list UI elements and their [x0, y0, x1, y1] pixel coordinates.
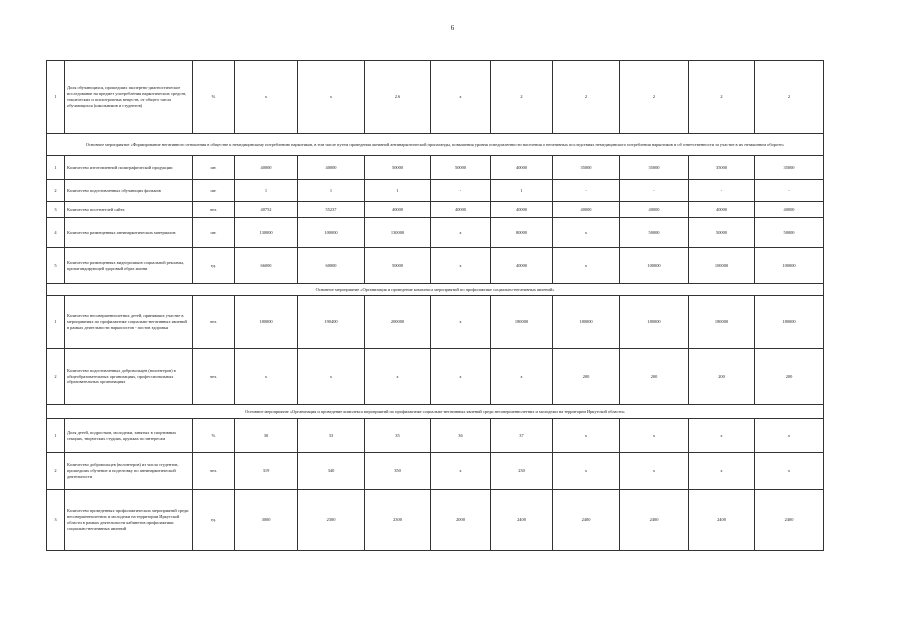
value-cell: 230	[491, 453, 553, 490]
value-cell: 180000	[235, 296, 298, 349]
value-cell: 2400	[755, 490, 824, 551]
value-cell: 30	[235, 419, 298, 453]
section-row	[47, 405, 824, 419]
value-cell: 40000	[235, 156, 298, 180]
unit: ед.	[193, 490, 235, 551]
table-row	[47, 248, 824, 284]
value-cell: 100000	[620, 248, 689, 284]
value-cell: 35000	[553, 156, 620, 180]
value-cell: 40000	[365, 202, 431, 218]
value-cell: 200	[620, 349, 689, 405]
value-cell: 50000	[689, 218, 755, 248]
value-cell: 2300	[298, 490, 365, 551]
table-row	[47, 156, 824, 180]
value-cell: 40000	[491, 156, 553, 180]
value-cell: 2400	[553, 490, 620, 551]
value-cell: -	[431, 180, 491, 202]
value-cell: 200	[553, 349, 620, 405]
unit: ед.	[193, 248, 235, 284]
value-cell: 180000	[553, 296, 620, 349]
value-cell: -	[755, 180, 824, 202]
row-number: 1	[47, 296, 65, 349]
value-cell: 40000	[491, 248, 553, 284]
row-number: 3	[47, 490, 65, 551]
value-cell: 100000	[755, 248, 824, 284]
value-cell: 1	[365, 180, 431, 202]
value-cell: 2000	[431, 490, 491, 551]
unit: шт.	[193, 180, 235, 202]
indicator-name: Количество посетителей сайта	[65, 202, 193, 218]
indicator-name: Количество изготовленной полиграфической продукции	[65, 156, 193, 180]
indicator-name: Количество подготовленных добровольцев (волонтеров) в общеобразовательных организациях, профессиональных образовательных организациях	[65, 349, 193, 405]
unit: чел.	[193, 349, 235, 405]
value-cell: х	[755, 453, 824, 490]
value-cell: 35000	[755, 156, 824, 180]
value-cell: х	[431, 248, 491, 284]
value-cell: х	[689, 453, 755, 490]
indicator-name: Доля обучающихся, прошедших экспертно-диагностическое исследование на предмет употребления наркотических средств, токсических и психотропных веществ, от общего числа обучающихся (школьников и студентов)	[65, 61, 193, 134]
table-row	[47, 453, 824, 490]
value-cell: 2	[491, 61, 553, 134]
value-cell: 130000	[235, 218, 298, 248]
value-cell: 40000	[755, 202, 824, 218]
value-cell: -	[553, 180, 620, 202]
value-cell: 40000	[553, 202, 620, 218]
section-heading: Основное мероприятие «Организация и проведение комплекса мероприятий по профилактике социально-негативных явлений»	[47, 284, 824, 296]
value-cell: 35	[365, 419, 431, 453]
table-row	[47, 218, 824, 248]
value-cell: х	[620, 419, 689, 453]
value-cell: х	[689, 419, 755, 453]
value-cell: 2400	[620, 490, 689, 551]
value-cell: 35000	[620, 156, 689, 180]
value-cell: 180000	[491, 296, 553, 349]
unit: %	[193, 61, 235, 134]
table-row	[47, 202, 824, 218]
table-row	[47, 490, 824, 551]
value-cell: 40000	[298, 156, 365, 180]
value-cell: х	[553, 419, 620, 453]
value-cell: 40000	[620, 202, 689, 218]
value-cell: 35000	[689, 156, 755, 180]
value-cell: 200	[689, 349, 755, 405]
value-cell: 2400	[689, 490, 755, 551]
value-cell: 2.6	[365, 61, 431, 134]
value-cell: 40752	[235, 202, 298, 218]
value-cell: 1	[298, 180, 365, 202]
value-cell: 36	[431, 419, 491, 453]
indicator-name: Доля детей, подростков, молодежи, занятых в спортивных секциях, творческих студиях, кружках по интересам	[65, 419, 193, 453]
row-number: 5	[47, 248, 65, 284]
unit: шт.	[193, 156, 235, 180]
value-cell: 40000	[491, 202, 553, 218]
value-cell: 3000	[235, 490, 298, 551]
value-cell: х	[365, 349, 431, 405]
value-cell: х	[553, 453, 620, 490]
indicator-name: Количество размещенных антинаркотических материалов	[65, 218, 193, 248]
value-cell: 66000	[235, 248, 298, 284]
value-cell: х	[553, 248, 620, 284]
value-cell: 55237	[298, 202, 365, 218]
value-cell: х	[298, 61, 365, 134]
value-cell: х	[431, 453, 491, 490]
value-cell: 37	[491, 419, 553, 453]
value-cell: 40000	[689, 202, 755, 218]
value-cell: х	[298, 349, 365, 405]
value-cell: 40000	[431, 202, 491, 218]
value-cell: 2	[755, 61, 824, 134]
value-cell: х	[431, 218, 491, 248]
row-number: 2	[47, 453, 65, 490]
value-cell: 2400	[491, 490, 553, 551]
value-cell: 180000	[689, 296, 755, 349]
table-row	[47, 180, 824, 202]
value-cell: х	[235, 349, 298, 405]
value-cell: 340	[298, 453, 365, 490]
section-row	[47, 134, 824, 156]
unit: %	[193, 419, 235, 453]
value-cell: 180000	[755, 296, 824, 349]
row-number: 4	[47, 218, 65, 248]
unit: шт.	[193, 218, 235, 248]
indicator-name: Количество несовершеннолетних детей, принявших участие в мероприятиях по профилактике социально-негативных явлений в рамках деятельности наркопостов - постов здоровья	[65, 296, 193, 349]
value-cell: 50000	[365, 248, 431, 284]
table-row	[47, 61, 824, 134]
value-cell: 2	[689, 61, 755, 134]
indicator-name: Количество проведенных профилактических мероприятий среди несовершеннолетних и молодежи на территории Иркутской области в рамках деятельности кабинетов профилактики социально-негативных явлений	[65, 490, 193, 551]
value-cell: х	[755, 419, 824, 453]
value-cell: х	[431, 296, 491, 349]
page-number: 6	[450, 24, 455, 32]
value-cell: 60000	[298, 248, 365, 284]
value-cell: 200	[755, 349, 824, 405]
value-cell: х	[431, 349, 491, 405]
unit: чел.	[193, 453, 235, 490]
row-number: 1	[47, 156, 65, 180]
indicator-name: Количество размещенных видеороликов социальной рекламы, пропагандирующей здоровый образ жизни	[65, 248, 193, 284]
value-cell: 1	[235, 180, 298, 202]
value-cell: 2	[620, 61, 689, 134]
value-cell: 200000	[365, 296, 431, 349]
value-cell: х	[553, 218, 620, 248]
value-cell: 100000	[298, 218, 365, 248]
row-number: 1	[47, 61, 65, 134]
value-cell: -	[689, 180, 755, 202]
indicator-name: Количество подготовленных обучающих фильмов	[65, 180, 193, 202]
value-cell: 2300	[365, 490, 431, 551]
value-cell: 33	[298, 419, 365, 453]
value-cell: 100000	[689, 248, 755, 284]
section-row	[47, 284, 824, 296]
table-row	[47, 349, 824, 405]
row-number: 2	[47, 349, 65, 405]
value-cell: 50000	[431, 156, 491, 180]
unit: чел.	[193, 296, 235, 349]
value-cell: 130000	[365, 218, 431, 248]
table-row	[47, 296, 824, 349]
row-number: 3	[47, 202, 65, 218]
indicators-table	[46, 60, 824, 551]
row-number: 2	[47, 180, 65, 202]
indicator-name: Количество добровольцев (волонтеров) из числа студентов, прошедших обучение и подготовку по антинаркотической деятельности	[65, 453, 193, 490]
row-number: 1	[47, 419, 65, 453]
value-cell: 319	[235, 453, 298, 490]
section-heading: Основное мероприятие «Организация и проведение комплекса мероприятий по профилактике социально-негативных явлений среди несовершеннолетних и молодежи на территории Иркутской области»	[47, 405, 824, 419]
value-cell: 80000	[491, 218, 553, 248]
value-cell: 1	[491, 180, 553, 202]
section-heading: Основное мероприятие «Формирование негативного отношения в обществе к немедицинскому потреблению наркотиков, в том числе путем проведения активной антинаркотической пропаганды, повышения уровня осведомленности населения о негативных последствиях немедицинского потребления наркотиков и об ответственности за участие в их незаконном обороте»	[47, 134, 824, 156]
value-cell: -	[620, 180, 689, 202]
table-row	[47, 419, 824, 453]
value-cell: х	[235, 61, 298, 134]
value-cell: 180000	[620, 296, 689, 349]
value-cell: 350	[365, 453, 431, 490]
value-cell: 50000	[620, 218, 689, 248]
value-cell: х	[620, 453, 689, 490]
value-cell: 2	[553, 61, 620, 134]
value-cell: х	[431, 61, 491, 134]
value-cell: 50000	[755, 218, 824, 248]
value-cell: 50000	[365, 156, 431, 180]
value-cell: х	[491, 349, 553, 405]
unit: чел.	[193, 202, 235, 218]
value-cell: 190400	[298, 296, 365, 349]
